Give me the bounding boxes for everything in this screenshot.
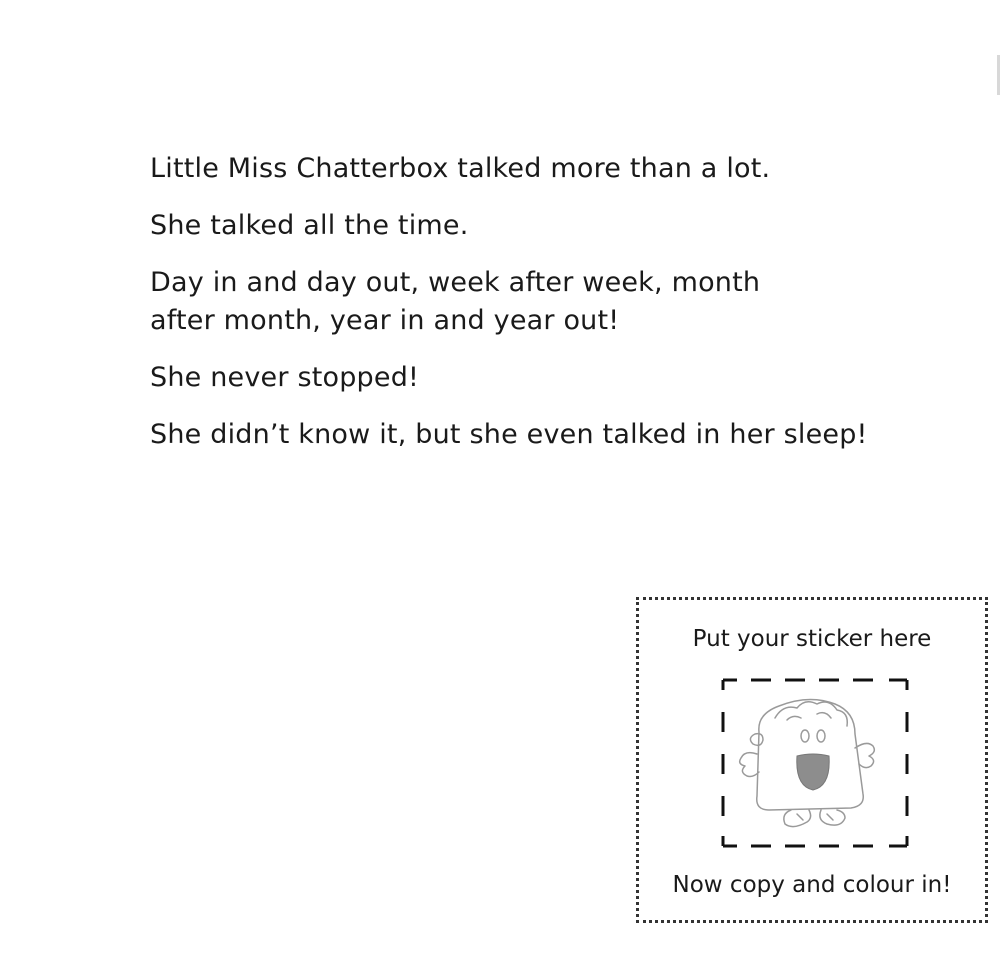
story-paragraph-1: Little Miss Chatterbox talked more than a lot. <box>150 153 771 184</box>
sticker-panel <box>636 597 988 923</box>
sticker-prompt: Put your sticker here <box>692 626 932 652</box>
little-miss-chatterbox-icon <box>717 674 910 850</box>
story-paragraph-4: She never stopped! <box>150 362 420 393</box>
story-paragraph-3: Day in and day out, week after week, month after month, year in and year out! <box>150 267 761 336</box>
sticker-placeholder[interactable] <box>717 674 910 850</box>
story-text <box>150 150 870 473</box>
story-paragraph-2: She talked all the time. <box>150 210 469 241</box>
story-paragraph-5: She didn’t know it, but she even talked in her sleep! <box>150 419 868 450</box>
colouring-instruction: Now copy and colour in! <box>672 872 952 898</box>
